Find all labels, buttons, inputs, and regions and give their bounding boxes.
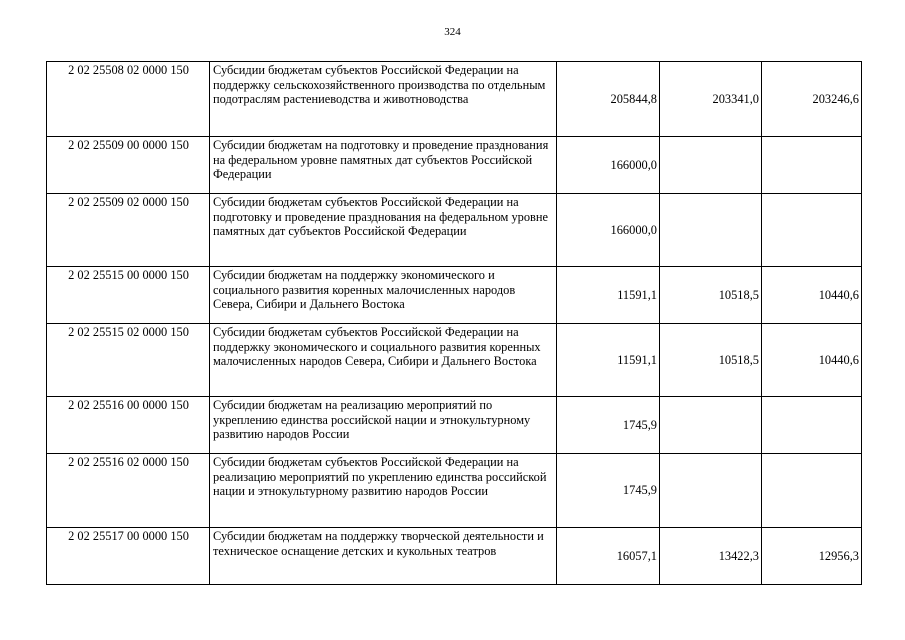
page-number: 324 — [444, 26, 461, 38]
amount-year1-cell: 166000,0 — [557, 194, 660, 267]
table-row — [47, 454, 862, 528]
amount-year1-cell: 166000,0 — [557, 137, 660, 194]
table-row — [47, 397, 862, 454]
amount-year3-cell — [762, 194, 862, 267]
amount-year2-cell: 13422,3 — [660, 528, 762, 585]
budget-code-cell: 2 02 25516 02 0000 150 — [47, 454, 210, 528]
table-row — [47, 62, 862, 137]
amount-year1-cell: 16057,1 — [557, 528, 660, 585]
amount-year1-cell: 11591,1 — [557, 267, 660, 324]
amount-year3-cell: 203246,6 — [762, 62, 862, 137]
budget-code-cell: 2 02 25515 00 0000 150 — [47, 267, 210, 324]
budget-name-cell: Субсидии бюджетам субъектов Российской Федерации на реализацию мероприятий по укреплению единства российской нации и этнокультурному развитию народов России — [210, 454, 557, 528]
budget-code-cell: 2 02 25508 02 0000 150 — [47, 62, 210, 137]
amount-year3-cell: 10440,6 — [762, 324, 862, 397]
amount-year1-cell: 1745,9 — [557, 454, 660, 528]
budget-name-cell: Субсидии бюджетам на реализацию мероприятий по укреплению единства российской нации и этнокультурному развитию народов России — [210, 397, 557, 454]
budget-name-cell: Субсидии бюджетам на поддержку экономического и социального развития коренных малочисленных народов Севера, Сибири и Дальнего Востока — [210, 267, 557, 324]
budget-name-cell: Субсидии бюджетам субъектов Российской Федерации на подготовку и проведение празднования на федеральном уровне памятных дат субъектов Российской Федерации — [210, 194, 557, 267]
amount-year3-cell: 10440,6 — [762, 267, 862, 324]
amount-year2-cell: 10518,5 — [660, 267, 762, 324]
budget-table-body — [47, 62, 862, 585]
amount-year3-cell: 12956,3 — [762, 528, 862, 585]
amount-year1-cell: 1745,9 — [557, 397, 660, 454]
table-row — [47, 194, 862, 267]
amount-year3-cell — [762, 397, 862, 454]
budget-code-cell: 2 02 25515 02 0000 150 — [47, 324, 210, 397]
budget-name-cell: Субсидии бюджетам на подготовку и проведение празднования на федеральном уровне памятных дат субъектов Российской Федерации — [210, 137, 557, 194]
budget-code-cell: 2 02 25517 00 0000 150 — [47, 528, 210, 585]
amount-year2-cell — [660, 137, 762, 194]
budget-code-cell: 2 02 25509 00 0000 150 — [47, 137, 210, 194]
amount-year2-cell: 10518,5 — [660, 324, 762, 397]
amount-year2-cell: 203341,0 — [660, 62, 762, 137]
table-row — [47, 324, 862, 397]
table-row — [47, 267, 862, 324]
table-row — [47, 137, 862, 194]
budget-name-cell: Субсидии бюджетам субъектов Российской Федерации на поддержку сельскохозяйственного производства по отдельным подотраслям растениеводства и животноводства — [210, 62, 557, 137]
amount-year2-cell — [660, 397, 762, 454]
budget-code-cell: 2 02 25516 00 0000 150 — [47, 397, 210, 454]
amount-year2-cell — [660, 454, 762, 528]
amount-year2-cell — [660, 194, 762, 267]
amount-year3-cell — [762, 137, 862, 194]
amount-year3-cell — [762, 454, 862, 528]
budget-name-cell: Субсидии бюджетам субъектов Российской Федерации на поддержку экономического и социального развития коренных малочисленных народов Севера, Сибири и Дальнего Востока — [210, 324, 557, 397]
amount-year1-cell: 205844,8 — [557, 62, 660, 137]
table-row — [47, 528, 862, 585]
budget-name-cell: Субсидии бюджетам на поддержку творческой деятельности и техническое оснащение детских и кукольных театров — [210, 528, 557, 585]
budget-code-cell: 2 02 25509 02 0000 150 — [47, 194, 210, 267]
amount-year1-cell: 11591,1 — [557, 324, 660, 397]
budget-table — [46, 61, 862, 585]
